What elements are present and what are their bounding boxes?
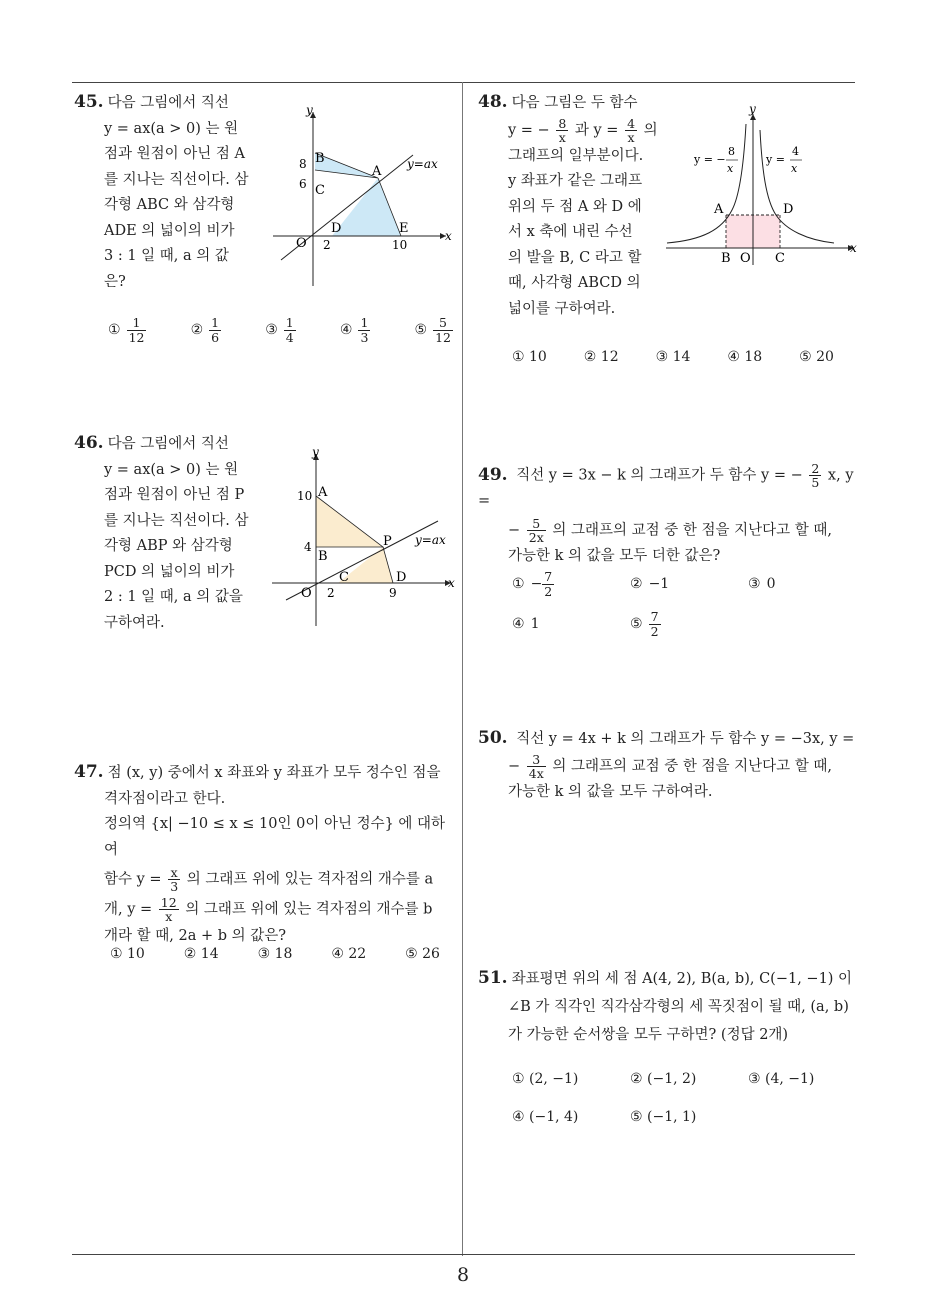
choice-1[interactable]: ① 10: [110, 946, 145, 962]
problem-text: 위의 두 점 A 와 D 에: [508, 198, 642, 215]
problem-text: 은?: [104, 273, 126, 290]
choice-2[interactable]: [191, 316, 222, 345]
text-fragment: −: [508, 522, 521, 539]
choice-3[interactable]: ③ (4, −1): [748, 1071, 815, 1087]
problem-text: 때, 사각형 ABCD 의: [508, 275, 641, 292]
choice-den: 2: [650, 623, 659, 639]
triangle-ade: [332, 178, 401, 236]
fraction: [159, 896, 179, 923]
problem-text: 각형 ABC 와 삼각형: [104, 197, 235, 213]
fraction-den: 2x: [528, 529, 544, 545]
choices-49-row1: [512, 570, 812, 599]
point-p-label: P: [383, 534, 392, 549]
tick-label: 8: [299, 157, 307, 171]
choice-num: 5: [433, 316, 453, 331]
choices-47: [110, 946, 440, 962]
problem-text: [508, 753, 863, 780]
tick-label: 2: [327, 586, 335, 600]
curve-label-left-num: 8: [728, 145, 735, 158]
problem-text: 의 발을 B, C 라고 할: [508, 249, 642, 266]
point-c-label: C: [339, 570, 349, 585]
choice-4[interactable]: [512, 610, 630, 639]
choice-3[interactable]: [265, 316, 296, 345]
choice-5[interactable]: ⑤ 26: [405, 946, 440, 962]
problem-text: [74, 896, 459, 923]
problem-text: y = ax(a > 0) 는 원: [104, 461, 239, 478]
problem-text: 개라 할 때, 2a + b 의 값은?: [104, 927, 286, 944]
choice-mark: ①: [512, 576, 525, 593]
curve-label-left-den: x: [727, 162, 734, 175]
problem-text: 정의역 {x| −10 ≤ x ≤ 10인 0이 아닌 정수} 에 대하여: [104, 816, 446, 858]
choice-den: 12: [128, 329, 145, 345]
fraction-den: 4x: [528, 765, 544, 781]
choice-mark: ②: [190, 322, 204, 339]
problem-text: 점과 원점이 아닌 점 A: [104, 146, 245, 162]
top-rule: [72, 82, 855, 83]
problem-50: [478, 726, 863, 805]
page-number: 8: [456, 1264, 470, 1286]
choice-text: −1: [648, 576, 670, 593]
column-divider: [462, 82, 463, 1256]
point-d-label: D: [331, 221, 342, 236]
fraction-num: 4: [627, 115, 636, 131]
problem-number: 51.: [478, 968, 508, 988]
problem-47: [74, 760, 459, 949]
point-b-label: B: [721, 251, 731, 266]
point-b-label: B: [318, 549, 328, 564]
choice-1[interactable]: [512, 570, 630, 599]
fraction-den: 3: [170, 879, 179, 895]
text-fragment: 의 그래프의 교점 중 한 점을 지난다고 할 때,: [552, 758, 832, 775]
choice-mark: ③: [748, 576, 761, 593]
fraction-num: x: [168, 866, 180, 880]
problem-text: 좌표평면 위의 세 점 A(4, 2), B(a, b), C(−1, −1) 이: [511, 971, 853, 987]
problem-text: y 좌표가 같은 그래프: [508, 173, 643, 190]
text-fragment: 함수 y =: [104, 871, 162, 888]
choice-den: 2: [544, 583, 553, 599]
choice-2[interactable]: ② 14: [183, 946, 219, 962]
problem-text: 각형 ABP 와 삼각형: [104, 538, 233, 554]
x-axis-label: x: [448, 576, 455, 590]
choice-5[interactable]: [630, 610, 748, 639]
tick-label: 2: [323, 238, 331, 252]
point-c-label: C: [775, 251, 785, 266]
problem-number: 47.: [74, 762, 104, 782]
text-fragment: 의 그래프 위에 있는 격자점의 개수를 b: [185, 901, 433, 918]
point-e-label: E: [399, 221, 409, 236]
fraction: [527, 753, 546, 780]
x-axis-label: x: [445, 229, 452, 243]
problem-text: 점 (x, y) 중에서 x 좌표와 y 좌표가 모두 정수인 점을: [107, 765, 441, 781]
fraction: [625, 117, 637, 144]
point-c-label: C: [315, 183, 325, 198]
fraction-num: 12: [160, 895, 177, 911]
choice-num: 7: [544, 569, 553, 584]
point-a-label: A: [714, 202, 724, 217]
fraction-num: 2: [811, 461, 820, 476]
point-a-label: A: [318, 485, 328, 500]
figure-48: [662, 100, 862, 270]
choice-3[interactable]: [748, 570, 808, 599]
fraction-num: 8: [558, 115, 567, 131]
problem-number: 49.: [478, 464, 508, 485]
choice-1[interactable]: [108, 316, 146, 345]
figure-46: [268, 440, 458, 630]
choice-mark: ③: [265, 322, 278, 339]
problem-text: ∠B 가 직각인 직각삼각형의 세 꼭짓점이 될 때, (a, b): [508, 999, 849, 1015]
fraction-num: 5: [527, 517, 546, 531]
choice-3[interactable]: ③ 14: [655, 349, 691, 365]
problem-49: [478, 462, 863, 570]
fraction-den: x: [165, 909, 173, 925]
x-axis-label: x: [850, 241, 857, 255]
problem-number: 46.: [74, 433, 104, 453]
fraction-den: 5: [811, 475, 820, 491]
choice-5[interactable]: [415, 316, 453, 345]
tick-label: 9: [389, 586, 397, 600]
problem-text: 다음 그림에서 직선: [107, 95, 229, 111]
text-fragment: x, y =: [478, 467, 854, 510]
choice-2[interactable]: ② (−1, 2): [630, 1071, 697, 1087]
y-axis-label: y: [306, 103, 313, 117]
fraction-num: 3: [527, 753, 546, 767]
choice-1[interactable]: ① 10: [512, 349, 547, 365]
problem-text: 가 가능한 순서쌍을 모두 구하면? (정답 2개): [508, 1027, 789, 1043]
text-fragment: 직선 y = 4x + k 의 그래프가 두 함수 y = −3x, y =: [516, 731, 855, 747]
fraction: [556, 117, 568, 144]
choice-5[interactable]: ⑤ 20: [799, 349, 834, 365]
choice-num: 1: [211, 315, 220, 330]
choice-den: 6: [211, 329, 220, 345]
choices-51-row2: [512, 1109, 852, 1125]
choice-num: 1: [127, 316, 147, 331]
y-axis-label: y: [749, 102, 756, 116]
text-fragment: 의 그래프의 교점 중 한 점을 지난다고 할 때,: [552, 522, 832, 539]
problem-text: 다음 그림에서 직선: [107, 436, 229, 452]
choice-2[interactable]: [630, 570, 748, 599]
problem-text: 다음 그림은 두 함수: [511, 95, 638, 111]
choice-4[interactable]: ④ 18: [727, 349, 763, 365]
problem-text: 서 x 축에 내린 수선: [508, 224, 633, 241]
choice-mark: ④: [512, 616, 525, 633]
problem-text: [74, 866, 459, 893]
problem-number: 45.: [74, 92, 104, 112]
curve-label-right-den: x: [791, 162, 798, 175]
choice-mark: ②: [630, 576, 643, 593]
choice-1[interactable]: ① (2, −1): [512, 1071, 579, 1087]
problem-text: PCD 의 넓이의 비가: [104, 563, 235, 580]
text-fragment: 의 그래프 위에 있는 격자점의 개수를 a: [186, 871, 434, 888]
problem-text: [478, 117, 658, 144]
curve-label-left: y = −: [694, 153, 726, 166]
figure-45: [268, 100, 458, 290]
choice-text: 0: [766, 576, 776, 593]
point-d-label: D: [783, 202, 794, 217]
problem-text: 를 지나는 직선이다. 삼: [104, 171, 249, 188]
choice-mark: ⑤: [630, 616, 643, 633]
curve-label-right-num: 4: [792, 145, 799, 158]
point-a-label: A: [372, 164, 382, 179]
choice-5[interactable]: ⑤ (−1, 1): [630, 1109, 697, 1125]
fraction: [168, 866, 180, 893]
text-fragment: 개, y =: [104, 901, 153, 918]
choice-mark: ①: [108, 322, 121, 339]
text-fragment: y = −: [508, 122, 550, 139]
tick-label: 10: [392, 238, 408, 252]
tick-label: 10: [297, 489, 313, 503]
choice-mark: ④: [339, 322, 353, 339]
problem-text: y = ax(a > 0) 는 원: [104, 120, 239, 137]
problem-text: 점과 원점이 아닌 점 P: [104, 487, 245, 503]
fraction-den: x: [627, 129, 635, 145]
origin-label: O: [740, 251, 751, 266]
text-fragment: 직선 y = 3x − k 의 그래프가 두 함수 y = −: [516, 467, 803, 484]
problem-45: [74, 90, 264, 295]
choice-sign: −: [530, 576, 543, 593]
choice-4[interactable]: ④ 22: [331, 946, 367, 962]
origin-label: O: [296, 236, 307, 251]
problem-text: 를 지나는 직선이다. 삼: [104, 512, 249, 529]
problem-text: 격자점이라고 한다.: [104, 790, 226, 807]
choices-49-row2: [512, 610, 812, 639]
choices-51-row1: [512, 1071, 852, 1087]
choices-45: [108, 316, 453, 345]
choices-48: [512, 349, 834, 365]
tick-label: 4: [304, 540, 312, 554]
fraction: [809, 462, 821, 489]
fraction: [527, 517, 546, 544]
tick-label: 6: [299, 177, 307, 191]
line-label: y=ax: [415, 533, 446, 547]
choice-2[interactable]: ② 12: [583, 349, 619, 365]
choice-4[interactable]: [340, 316, 371, 345]
choice-4[interactable]: ④ (−1, 4): [512, 1109, 579, 1125]
point-d-label: D: [396, 570, 407, 585]
choice-mark: ⑤: [414, 322, 428, 339]
point-b-label: B: [315, 151, 325, 166]
problem-text: 그래프의 일부분이다.: [508, 147, 644, 164]
problem-text: 가능한 k 의 값을 모두 구하여라.: [508, 783, 713, 800]
choice-den: 3: [360, 329, 369, 345]
curve-label-right: y =: [766, 153, 785, 166]
problem-text: ADE 의 넓이의 비가: [104, 222, 235, 239]
choice-3[interactable]: ③ 18: [257, 946, 293, 962]
text-fragment: −: [508, 758, 521, 775]
problem-text: 2 : 1 일 때, a 의 값을: [104, 589, 243, 605]
problem-text: 3 : 1 일 때, a 의 값: [104, 248, 229, 264]
origin-label: O: [301, 586, 312, 601]
bottom-rule: [72, 1254, 855, 1255]
y-axis-label: y: [312, 445, 319, 459]
fraction-den: x: [558, 129, 566, 145]
choice-num: 1: [360, 315, 369, 330]
choice-num: 1: [285, 315, 294, 330]
problem-text: [508, 517, 863, 544]
problem-48: [478, 90, 658, 322]
choice-text: 1: [530, 616, 540, 633]
problem-number: 50.: [478, 728, 508, 748]
line-label: y=ax: [407, 157, 438, 171]
problem-46: [74, 431, 264, 636]
problem-text: 구하여라.: [104, 614, 165, 631]
choice-den: 4: [285, 329, 294, 345]
problem-51: [478, 964, 863, 1049]
text-fragment: 의: [643, 122, 658, 139]
problem-text: 넓이를 구하여라.: [508, 300, 616, 317]
problem-text: 가능한 k 의 값을 모두 더한 값은?: [508, 548, 721, 564]
text-fragment: 과 y =: [574, 122, 619, 139]
problem-number: 48.: [478, 92, 508, 112]
choice-den: 12: [435, 329, 451, 345]
choice-num: 7: [650, 609, 659, 624]
